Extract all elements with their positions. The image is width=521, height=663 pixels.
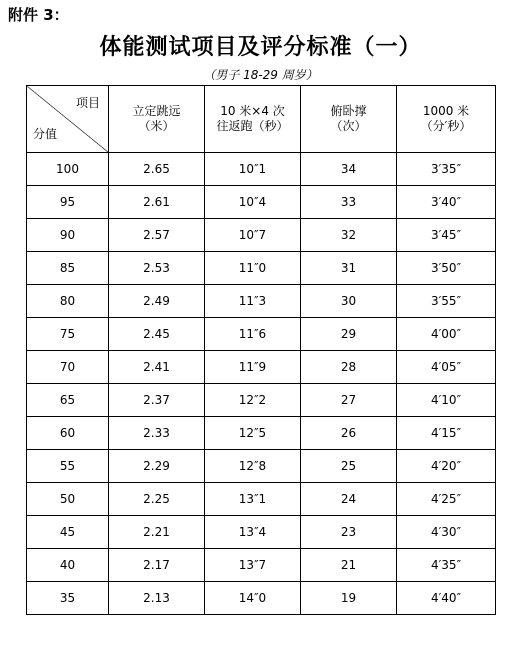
score-cell: 70 xyxy=(27,351,109,384)
push-ups-cell: 33 xyxy=(301,186,397,219)
table-row xyxy=(27,318,496,351)
table-row xyxy=(27,252,496,285)
long-jump-cell: 2.33 xyxy=(109,417,205,450)
shuttle-run-cell: 13″1 xyxy=(205,483,301,516)
run-1000m-cell: 3′40″ xyxy=(397,186,496,219)
run-1000m-cell: 4′40″ xyxy=(397,582,496,615)
long-jump-cell: 2.41 xyxy=(109,351,205,384)
score-cell: 85 xyxy=(27,252,109,285)
long-jump-cell: 2.37 xyxy=(109,384,205,417)
score-cell: 75 xyxy=(27,318,109,351)
shuttle-run-cell: 12″8 xyxy=(205,450,301,483)
long-jump-cell: 2.49 xyxy=(109,285,205,318)
table-row xyxy=(27,219,496,252)
push-ups-cell: 24 xyxy=(301,483,397,516)
header-line-1: 立定跳远 xyxy=(132,104,181,118)
push-ups-cell: 28 xyxy=(301,351,397,384)
shuttle-run-cell: 12″5 xyxy=(205,417,301,450)
push-ups-cell: 25 xyxy=(301,450,397,483)
table-row xyxy=(27,384,496,417)
header-line-1: 俯卧撑 xyxy=(330,104,367,118)
page-title: 体能测试项目及评分标准（一） xyxy=(99,34,422,60)
header-row xyxy=(27,86,496,153)
run-1000m-cell: 4′00″ xyxy=(397,318,496,351)
score-header-label: 分值 xyxy=(33,127,58,141)
shuttle-run-cell: 12″2 xyxy=(205,384,301,417)
table-body xyxy=(27,153,496,615)
scoring-table xyxy=(26,85,496,615)
score-cell: 35 xyxy=(27,582,109,615)
run-1000m-cell: 3′45″ xyxy=(397,219,496,252)
push-ups-cell: 23 xyxy=(301,516,397,549)
table-row xyxy=(27,153,496,186)
shuttle-run-cell: 13″7 xyxy=(205,549,301,582)
push-ups-cell: 32 xyxy=(301,219,397,252)
corner-header-cell xyxy=(27,86,109,153)
long-jump-cell: 2.65 xyxy=(109,153,205,186)
score-cell: 50 xyxy=(27,483,109,516)
shuttle-run-cell: 11″6 xyxy=(205,318,301,351)
header-line-1: 1000 米 xyxy=(422,104,470,118)
shuttle-run-cell: 11″9 xyxy=(205,351,301,384)
score-cell: 90 xyxy=(27,219,109,252)
run-1000m-cell: 4′10″ xyxy=(397,384,496,417)
long-jump-cell: 2.57 xyxy=(109,219,205,252)
run-1000m-cell: 4′25″ xyxy=(397,483,496,516)
run-1000m-cell: 3′55″ xyxy=(397,285,496,318)
push-ups-cell: 30 xyxy=(301,285,397,318)
shuttle-run-cell: 13″4 xyxy=(205,516,301,549)
header-push-ups xyxy=(301,86,397,153)
page-subtitle: （男子 18-29 周岁） xyxy=(203,68,318,82)
shuttle-run-cell: 10″1 xyxy=(205,153,301,186)
push-ups-cell: 26 xyxy=(301,417,397,450)
long-jump-cell: 2.53 xyxy=(109,252,205,285)
shuttle-run-cell: 14″0 xyxy=(205,582,301,615)
score-cell: 55 xyxy=(27,450,109,483)
table-row xyxy=(27,516,496,549)
score-cell: 45 xyxy=(27,516,109,549)
run-1000m-cell: 3′50″ xyxy=(397,252,496,285)
long-jump-cell: 2.21 xyxy=(109,516,205,549)
score-cell: 100 xyxy=(27,153,109,186)
score-cell: 60 xyxy=(27,417,109,450)
table-row xyxy=(27,351,496,384)
long-jump-cell: 2.17 xyxy=(109,549,205,582)
header-shuttle-run xyxy=(205,86,301,153)
run-1000m-cell: 4′20″ xyxy=(397,450,496,483)
push-ups-cell: 29 xyxy=(301,318,397,351)
push-ups-cell: 21 xyxy=(301,549,397,582)
long-jump-cell: 2.13 xyxy=(109,582,205,615)
header-line-2: （分′秒） xyxy=(420,119,472,133)
long-jump-cell: 2.45 xyxy=(109,318,205,351)
run-1000m-cell: 3′35″ xyxy=(397,153,496,186)
table-row xyxy=(27,186,496,219)
push-ups-cell: 31 xyxy=(301,252,397,285)
item-header-label: 项目 xyxy=(75,96,100,110)
table-header xyxy=(27,86,496,153)
table-row xyxy=(27,549,496,582)
push-ups-cell: 27 xyxy=(301,384,397,417)
long-jump-cell: 2.25 xyxy=(109,483,205,516)
header-1000m-run xyxy=(397,86,496,153)
table-row xyxy=(27,285,496,318)
long-jump-cell: 2.29 xyxy=(109,450,205,483)
attachment-label: 附件 3： xyxy=(8,6,69,24)
shuttle-run-cell: 11″3 xyxy=(205,285,301,318)
table-row xyxy=(27,417,496,450)
shuttle-run-cell: 10″7 xyxy=(205,219,301,252)
table-row xyxy=(27,450,496,483)
run-1000m-cell: 4′35″ xyxy=(397,549,496,582)
table-row xyxy=(27,582,496,615)
score-cell: 95 xyxy=(27,186,109,219)
header-line-2: 往返跑（秒） xyxy=(216,119,289,133)
header-line-2: （次） xyxy=(330,119,367,133)
score-cell: 80 xyxy=(27,285,109,318)
score-cell: 65 xyxy=(27,384,109,417)
push-ups-cell: 19 xyxy=(301,582,397,615)
header-line-2: （米） xyxy=(138,119,175,133)
push-ups-cell: 34 xyxy=(301,153,397,186)
header-standing-long-jump xyxy=(109,86,205,153)
long-jump-cell: 2.61 xyxy=(109,186,205,219)
score-cell: 40 xyxy=(27,549,109,582)
table-row xyxy=(27,483,496,516)
run-1000m-cell: 4′30″ xyxy=(397,516,496,549)
run-1000m-cell: 4′05″ xyxy=(397,351,496,384)
shuttle-run-cell: 11″0 xyxy=(205,252,301,285)
shuttle-run-cell: 10″4 xyxy=(205,186,301,219)
run-1000m-cell: 4′15″ xyxy=(397,417,496,450)
header-line-1: 10 米×4 次 xyxy=(220,104,285,118)
